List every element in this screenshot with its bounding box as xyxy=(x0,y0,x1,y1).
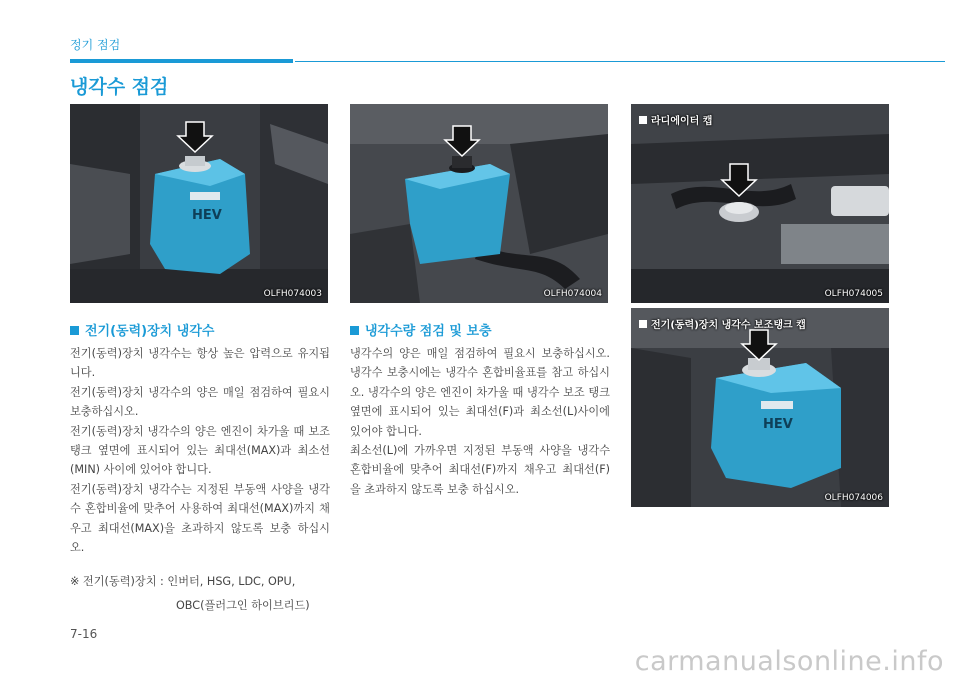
photo-4-illustration xyxy=(631,308,889,507)
photo-code: OLFH074003 xyxy=(263,289,322,299)
square-bullet-icon xyxy=(350,326,359,335)
tank-badge-text: HEV xyxy=(763,417,793,432)
photo-hev-coolant-reservoir xyxy=(70,104,328,303)
paragraph: 전기(동력)장치 냉각수는 지정된 부동액 사양을 냉각수 혼합비율에 맞추어 사용하여 최대선(MAX)까지 채우고 최대선(MAX)을 초과하지 않도록 보충 하십시오. xyxy=(70,482,330,555)
page-title: 냉각수 점검 xyxy=(70,76,169,98)
note-electric-system-cont: OBC(플러그인 하이브리드) xyxy=(176,599,310,612)
watermark: carmanualsonline.info xyxy=(634,646,944,677)
photo-1-illustration xyxy=(70,104,328,303)
header-rule-thin xyxy=(295,61,945,62)
page-number: 7-16 xyxy=(70,627,98,641)
header-rule-thick xyxy=(70,59,293,63)
photo-coolant-reservoir xyxy=(350,104,608,303)
paragraph: 최소선(L)에 가까우면 지정된 부동액 사양을 냉각수 혼합비율에 맞추어 최대선(F)까지 채우고 최대선(F)을 초과하지 않도록 보충 하십시오. xyxy=(350,444,610,496)
photo-code: OLFH074006 xyxy=(824,493,883,503)
photo-hev-reservoir-cap xyxy=(631,308,889,507)
paragraph: 냉각수의 양은 매일 점검하여 필요시 보충하십시오. 냉각수 보충시에는 냉각수 혼합비율표를 참고 하십시오. 냉각수의 양은 엔진이 차가울 때 냉각수 보조 탱크 옆면에 표시되어 있는 최대선(F)과 최소선(L)사이에 있어야 합니다. xyxy=(350,347,610,438)
section-body-hev-coolant xyxy=(70,344,330,557)
square-bullet-icon xyxy=(70,326,79,335)
paragraph: 전기(동력)장치 냉각수의 양은 매일 점검하여 필요시 보충하십시오. xyxy=(70,385,330,419)
photo-label: 전기(동력)장치 냉각수 보조탱크 캡 xyxy=(639,316,806,331)
square-bullet-icon xyxy=(639,116,647,124)
paragraph: 전기(동력)장치 냉각수의 양은 엔진이 차가울 때 보조탱크 옆면에 표시되어 있는 최대선(MAX)과 최소선(MIN) 사이에 있어야 합니다. xyxy=(70,424,330,477)
photo-code: OLFH074005 xyxy=(824,289,883,299)
photo-2-illustration xyxy=(350,104,608,303)
tank-badge-text: HEV xyxy=(192,208,222,223)
photo-code: OLFH074004 xyxy=(543,289,602,299)
photo-radiator-cap xyxy=(631,104,889,303)
note-electric-system: ※ 전기(동력)장치 : 인버터, HSG, LDC, OPU, xyxy=(70,575,296,588)
photo-label: 라디에이터 캡 xyxy=(639,112,712,127)
section-heading-coolant-level: 냉각수량 점검 및 보충 xyxy=(350,320,492,339)
paragraph: 전기(동력)장치 냉각수는 항상 높은 압력으로 유지됩니다. xyxy=(70,347,330,380)
section-header: 정기 점검 xyxy=(70,38,121,52)
photo-3-illustration xyxy=(631,104,889,303)
section-body-coolant-level xyxy=(350,344,610,499)
section-heading-hev-coolant: 전기(동력)장치 냉각수 xyxy=(70,320,214,339)
square-bullet-icon xyxy=(639,320,647,328)
